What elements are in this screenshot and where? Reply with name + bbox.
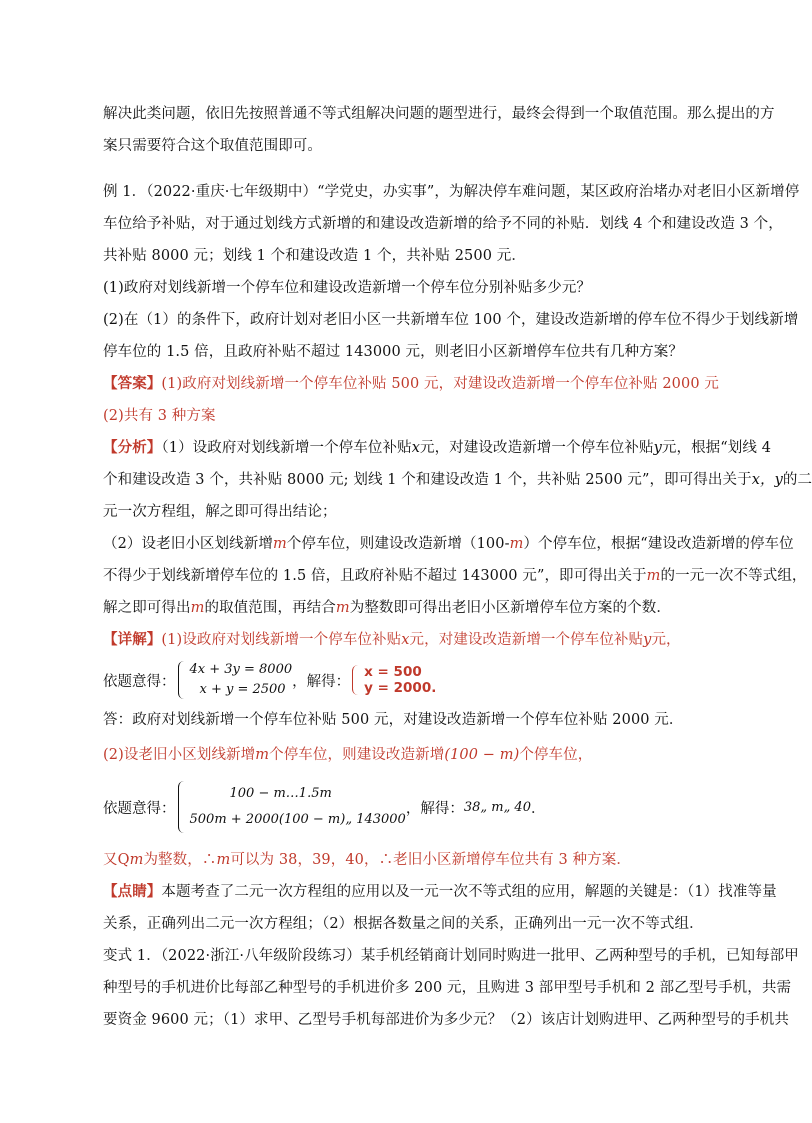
- var-x: x: [401, 632, 410, 648]
- analysis-text: 不得少于划线新增停车位的 1.5 倍，且政府补贴不超过 143000 元”，即可得出关于: [103, 568, 647, 584]
- var-x: x: [411, 440, 420, 456]
- detail-text: 元，对建设改造新增一个停车位补贴: [409, 632, 644, 648]
- var-y: y: [643, 632, 652, 648]
- var-m: m: [509, 536, 524, 552]
- answer-line: (1)政府对划线新增一个停车位补贴 500 元，对建设改造新增一个停车位补贴 2000 元: [161, 376, 719, 392]
- solution: x = 500: [364, 664, 422, 680]
- comment-tag: 【点睛】: [103, 883, 162, 900]
- conclusion-text: 又Q: [103, 852, 130, 868]
- var-m: m: [272, 536, 287, 552]
- analysis-text: 为整数即可得出老旧小区新增停车位方案的个数．: [349, 600, 671, 616]
- document-page: [103, 98, 812, 1036]
- comment-text: 关系，正确列出二元一次方程组；（2）根据各数量之间的关系，正确列出一元一次不等式组．: [103, 916, 704, 932]
- example-line: 车位给予补贴，对于通过划线方式新增的和建设改造新增的给予不同的补贴．划线 4 个和建设改造 3 个，: [103, 216, 783, 232]
- var-m: m: [646, 568, 661, 584]
- detail-text: (2)设老旧小区划线新增: [103, 747, 256, 763]
- variant-problem: [103, 940, 799, 1036]
- inequality: 100 − m…1.5m: [229, 786, 332, 801]
- detail-section: [103, 624, 723, 876]
- var-m: m: [335, 600, 350, 616]
- inequality-row: [103, 774, 723, 840]
- solution-system: [352, 664, 436, 696]
- inequality: 500m + 2000(100 − m)„ 143000: [189, 812, 406, 827]
- analysis-text: 个和建设改造 3 个，共补贴 8000 元; 划线 1 个和建设改造 1 个，共补贴 2500 元”，即可得出关于: [103, 472, 752, 488]
- inequality-system: [178, 781, 406, 833]
- detail-text: 依题意得：: [103, 800, 176, 817]
- example-line: 共补贴 8000 元；划线 1 个和建设改造 1 个，共补贴 2500 元．: [103, 248, 526, 264]
- solution: y = 2000.: [364, 680, 437, 696]
- analysis-text: 元一次方程组，解之即可得出结论；: [103, 504, 337, 520]
- detail-text: 个停车位，则建设改造新增: [269, 747, 445, 763]
- detail-text: ．: [530, 800, 546, 817]
- example-line: 停车位的 1.5 倍，且政府补贴不超过 143000 元，则老旧小区新增停车位共有几种方案？: [103, 344, 683, 360]
- variant-line: 要资金 9600 元；（1）求甲、乙型号手机每部进价为多少元？（2）该店计划购进甲、乙两种型号的手机共: [103, 1012, 789, 1028]
- example-line: 例 1．（2022·重庆·七年级期中）“学党史，办实事”，为解决停车难问题，某区政府治堵办对老旧小区新增停: [103, 184, 800, 200]
- analysis-text: ）个停车位，根据“建设改造新增的停车位: [523, 536, 794, 552]
- detail-text: 元，: [651, 632, 681, 648]
- answer-section: [103, 368, 723, 432]
- answer-line: (2)共有 3 种方案: [103, 408, 216, 424]
- analysis-text: 元，对建设改造新增一个停车位补贴: [419, 440, 654, 456]
- var-m: m: [216, 852, 231, 868]
- analysis-text: 的取值范围，再结合: [204, 600, 336, 616]
- equation-row: [103, 656, 723, 704]
- var-xy: x，y: [751, 472, 783, 488]
- conclusion-text: 可以为 38，39，40，∴老旧小区新增停车位共有 3 种方案．: [230, 852, 631, 868]
- intro-line: 案只需要符合这个取值范围即可。: [103, 138, 322, 154]
- comment-text: 本题考查了二元一次方程组的应用以及一元一次不等式组的应用，解题的关键是：（1）找准等量: [161, 884, 777, 900]
- var-m: m: [255, 747, 270, 763]
- detail-answer: 答：政府对划线新增一个停车位补贴 500 元，对建设改造新增一个停车位补贴 2000 元．: [103, 712, 684, 728]
- analysis-text: （2）设老旧小区划线新增: [103, 536, 273, 552]
- equation: x + y = 2500: [199, 682, 286, 697]
- equation-system: [178, 660, 293, 700]
- detail-text: ，解得：: [292, 673, 351, 690]
- example-line: (1)政府对划线新增一个停车位和建设改造新增一个停车位分别补贴多少元？: [103, 280, 592, 296]
- detail-tag: 【详解】: [103, 631, 162, 648]
- analysis-text: 元，根据“划线 4: [661, 440, 772, 456]
- detail-text: 个停车位，: [519, 747, 593, 763]
- brace: [178, 781, 187, 833]
- detail-expr: (100 − m): [444, 747, 520, 763]
- analysis-text: 的一元一次不等式组，: [660, 568, 807, 584]
- variant-line: 变式 1．（2022·浙江·八年级阶段练习）某手机经销商计划同时购进一批甲、乙两种型号的手机，已知每部甲: [103, 948, 799, 964]
- conclusion-text: 为整数，∴: [143, 852, 217, 868]
- analysis-tag: 【分析】: [103, 439, 162, 456]
- var-y: y: [653, 440, 662, 456]
- var-m: m: [190, 600, 205, 616]
- analysis-section: [103, 432, 812, 624]
- comment-section: [103, 876, 777, 940]
- variant-line: 种型号的手机进价比每部乙种型号的手机进价多 200 元，且购进 3 部甲型号手机和 2 部乙型号手机，共需: [103, 980, 792, 996]
- analysis-text: （1）设政府对划线新增一个停车位补贴: [161, 440, 412, 456]
- detail-text: (1)设政府对划线新增一个停车位补贴: [161, 632, 402, 648]
- answer-tag: 【答案】: [103, 375, 162, 392]
- intro-line: 解决此类问题，依旧先按照普通不等式组解决问题的题型进行，最终会得到一个取值范围。那么提出的方: [103, 106, 775, 122]
- brace: [352, 665, 361, 695]
- analysis-text: 解之即可得出: [103, 600, 191, 616]
- equation: 4x + 3y = 8000: [189, 662, 293, 677]
- detail-text: 依题意得：: [103, 673, 176, 690]
- analysis-text: 的二: [782, 472, 812, 488]
- example-problem: [103, 176, 800, 368]
- detail-text: ，解得：: [405, 800, 464, 817]
- range-result: 38„ m„ 40: [463, 799, 531, 815]
- analysis-text: 个停车位，则建设改造新增（100-: [286, 536, 510, 552]
- brace: [178, 661, 187, 699]
- example-line: (2)在（1）的条件下，政府计划对老旧小区一共新增车位 100 个，建设改造新增的停车位不得少于划线新增: [103, 312, 799, 328]
- var-m: m: [129, 852, 144, 868]
